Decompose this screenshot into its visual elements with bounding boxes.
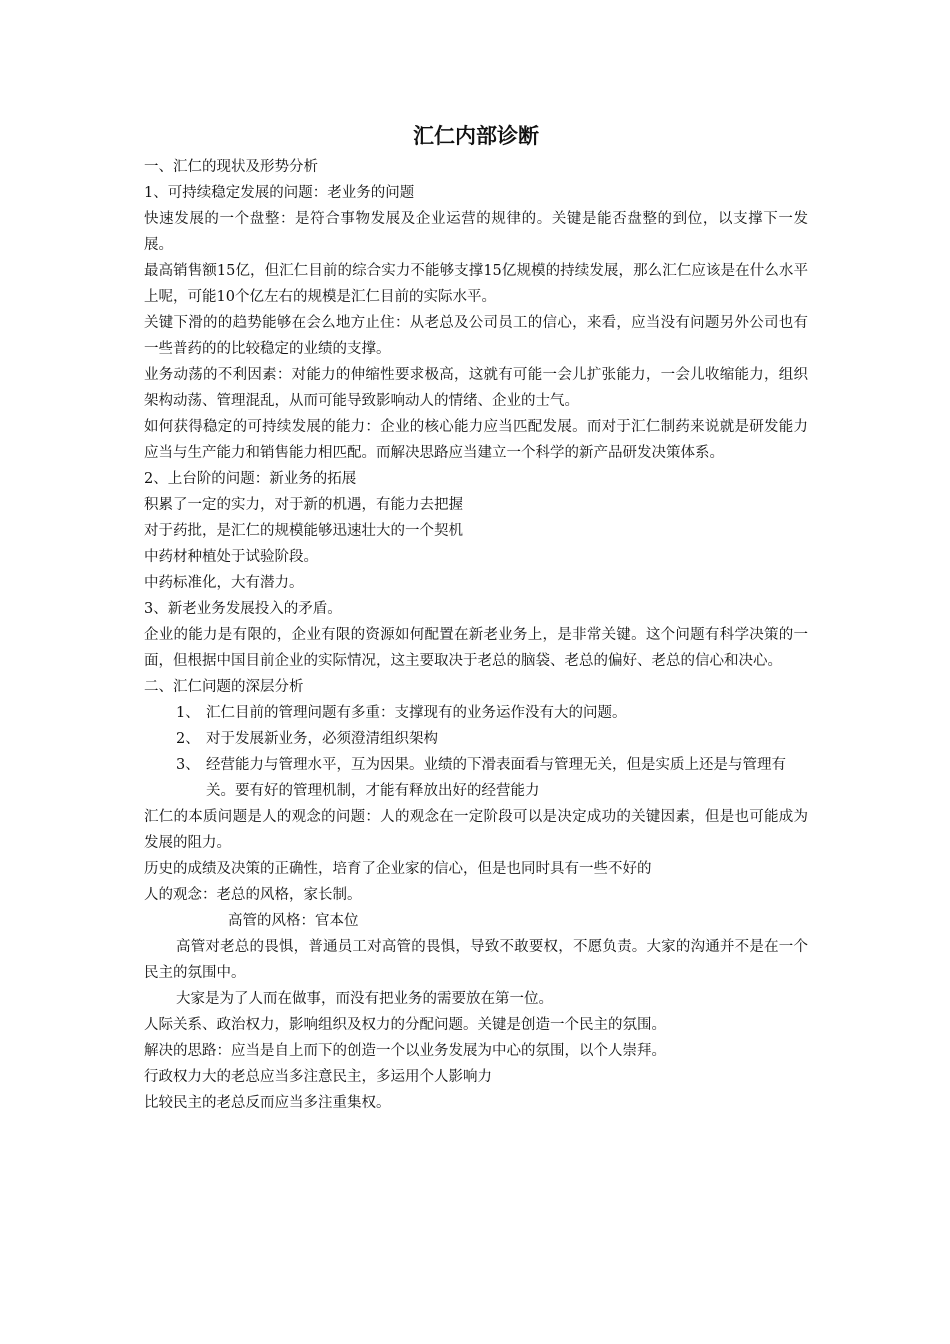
paragraph: 比较民主的老总反而应当多注重集权。 <box>144 1095 391 1111</box>
numbered-list-item <box>144 726 808 752</box>
paragraph: 汇仁的本质问题是人的观念的问题：人的观念在一定阶段可以是决定成功的关键因素，但是也可能成为发展的阻力。 <box>144 809 808 851</box>
paragraph: 人际关系、政治权力，影响组织及权力的分配问题。关键是创造一个民主的氛围。 <box>144 1017 666 1033</box>
paragraph: 行政权力大的老总应当多注意民主，多运用个人影响力 <box>144 1069 492 1085</box>
list-item-number: 3、 <box>176 757 200 773</box>
section1-heading: 一、汇仁的现状及形势分析 <box>144 159 318 175</box>
section1-subheading-1: 1、可持续稳定发展的问题：老业务的问题 <box>144 185 415 201</box>
document-page <box>144 118 808 1116</box>
list-item-number: 2、 <box>176 731 200 747</box>
paragraph: 高管的风格：官本位 <box>228 913 359 929</box>
paragraph: 高管对老总的畏惧，普通员工对高管的畏惧，导致不敢要权，不愿负责。大家的沟通并不是在一个民主的氛围中。 <box>144 939 808 981</box>
list-item-text: 汇仁目前的管理问题有多重：支撑现有的业务运作没有大的问题。 <box>206 705 627 721</box>
paragraph: 对于药批，是汇仁的规模能够迅速壮大的一个契机 <box>144 523 463 539</box>
paragraph: 中药材种植处于试验阶段。 <box>144 549 318 565</box>
section1-subheading-3: 3、新老业务发展投入的矛盾。 <box>144 601 342 617</box>
paragraph: 大家是为了人而在做事，而没有把业务的需要放在第一位。 <box>176 991 553 1007</box>
paragraph: 最高销售额15亿，但汇仁目前的综合实力不能够支撑15亿规模的持续发展，那么汇仁应该是在什么水平上呢，可能10个亿左右的规模是汇仁目前的实际水平。 <box>144 263 808 305</box>
list-item-text: 经营能力与管理水平，互为因果。业绩的下滑表面看与管理无关，但是实质上还是与管理有关。要有好的管理机制，才能有释放出好的经营能力 <box>206 757 786 799</box>
paragraph: 业务动荡的不利因素：对能力的伸缩性要求极高，这就有可能一会儿扩张能力，一会儿收缩能力，组织架构动荡、管理混乱，从而可能导致影响动人的情绪、企业的士气。 <box>144 367 808 409</box>
paragraph: 企业的能力是有限的，企业有限的资源如何配置在新老业务上，是非常关键。这个问题有科学决策的一面，但根据中国目前企业的实际情况，这主要取决于老总的脑袋、老总的偏好、老总的信心和决心。 <box>144 627 808 669</box>
numbered-list-item <box>144 752 808 804</box>
paragraph: 人的观念：老总的风格，家长制。 <box>144 887 362 903</box>
paragraph: 积累了一定的实力，对于新的机遇，有能力去把握 <box>144 497 463 513</box>
paragraph: 解决的思路：应当是自上而下的创造一个以业务发展为中心的氛围，以个人崇拜。 <box>144 1043 666 1059</box>
paragraph: 中药标准化，大有潜力。 <box>144 575 304 591</box>
paragraph: 如何获得稳定的可持续发展的能力：企业的核心能力应当匹配发展。而对于汇仁制药来说就是研发能力应当与生产能力和销售能力相匹配。而解决思路应当建立一个科学的新产品研发决策体系。 <box>144 419 808 461</box>
document-title: 汇仁内部诊断 <box>413 123 539 148</box>
paragraph: 关键下滑的的趋势能够在会么地方止住：从老总及公司员工的信心，来看，应当没有问题另外公司也有一些普药的的比较稳定的业绩的支撑。 <box>144 315 808 357</box>
paragraph: 快速发展的一个盘整：是符合事物发展及企业运营的规律的。关键是能否盘整的到位，以支撑下一发展。 <box>144 211 808 253</box>
list-item-text: 对于发展新业务，必须澄清组织架构 <box>206 731 438 747</box>
paragraph: 历史的成绩及决策的正确性，培育了企业家的信心，但是也同时具有一些不好的 <box>144 861 652 877</box>
section2-heading: 二、汇仁问题的深层分析 <box>144 679 304 695</box>
list-item-number: 1、 <box>176 705 200 721</box>
section1-subheading-2: 2、上台阶的问题：新业务的拓展 <box>144 471 357 487</box>
numbered-list-item <box>144 700 808 726</box>
